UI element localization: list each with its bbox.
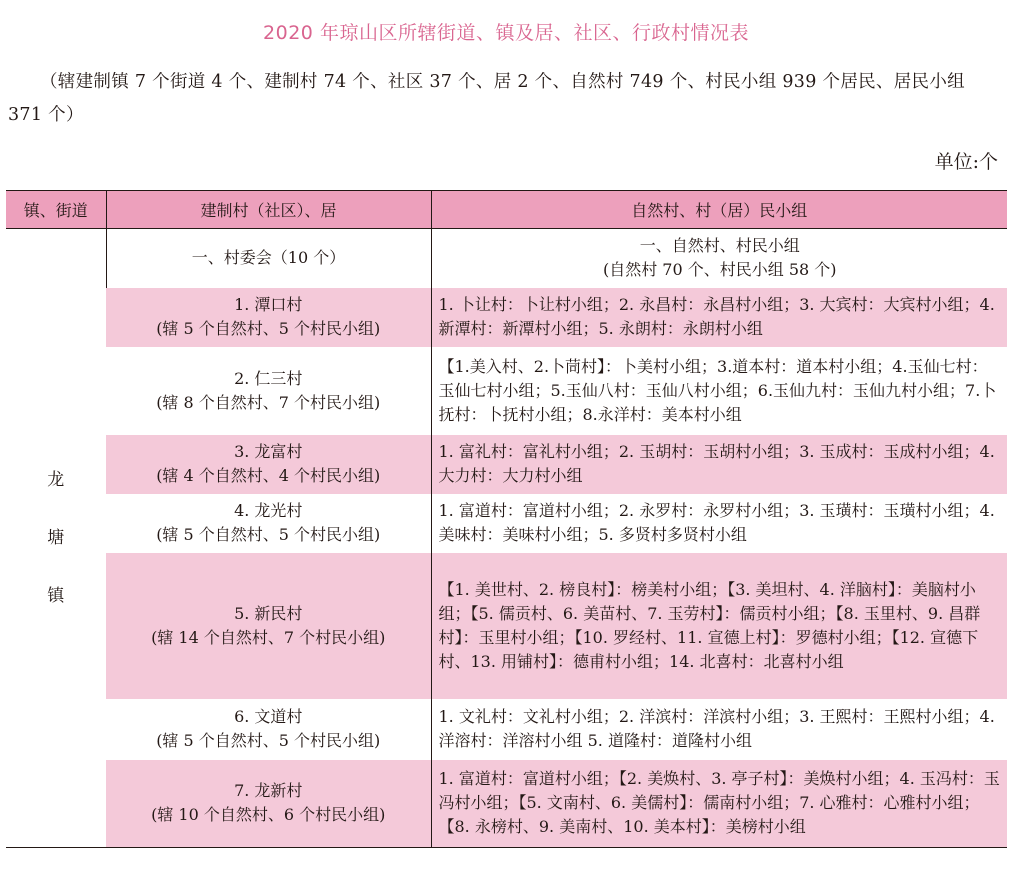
village-summary: (辖 14 个自然村、7 个村民小组) xyxy=(151,627,386,647)
village-name: 一、村委会（10 个） xyxy=(191,248,346,268)
table-header-row xyxy=(6,191,1007,229)
village-summary: (辖 4 个自然村、4 个村民小组) xyxy=(156,466,381,485)
village-detail-cell: 【1.美入村、2.卜茼村】：卜美村小组；3.道本村：道本村小组；4.玉仙七村：玉仙七村小组；5.玉仙八村：玉仙八村小组；6.玉仙九村：玉仙九村小组；7.卜抚村：卜抚村小组；8.永洋村：美本村小组 xyxy=(431,347,1007,435)
table-row xyxy=(6,288,1007,347)
village-name-cell xyxy=(106,553,431,699)
town-char: 龙 xyxy=(47,470,65,490)
village-name-cell xyxy=(106,347,431,435)
village-name-cell xyxy=(106,494,431,553)
village-detail-cell xyxy=(431,229,1007,288)
village-summary: (辖 10 个自然村、6 个村民小组) xyxy=(151,805,386,825)
table-row xyxy=(6,553,1007,699)
table-row xyxy=(6,760,1007,848)
village-detail-cell: 1. 富道村：富道村小组；【2. 美焕村、3. 亭子村】：美焕村小组；4. 玉冯村：玉冯村小组；【5. 文南村、6. 美儒村】：儒南村小组；7. 心雅村：心雅村小组；【8. 永榜村、9. 美南村、10. 美本村】：美榜村小组 xyxy=(431,760,1007,848)
section-heading: 一、自然村、村民小组 xyxy=(639,236,800,256)
village-name: 4. 龙光村 xyxy=(234,501,303,520)
village-name-cell xyxy=(106,760,431,848)
village-name: 5. 新民村 xyxy=(234,603,303,623)
village-detail-cell: 1. 卜让村：卜让村小组；2. 永昌村：永昌村小组；3. 大宾村：大宾村小组；4. 新潭村：新潭村小组；5. 永朗村：永朗村小组 xyxy=(431,288,1007,347)
section-subheading: (自然村 70 个、村民小组 58 个) xyxy=(602,260,837,280)
town-cell xyxy=(6,229,106,848)
village-detail-cell: 1. 富道村：富道村小组；2. 永罗村：永罗村小组；3. 玉璜村：玉璜村小组；4. 美味村：美味村小组；5. 多贤村多贤村小组 xyxy=(431,494,1007,553)
village-name: 1. 潭口村 xyxy=(234,295,303,314)
village-name: 3. 龙富村 xyxy=(234,442,303,461)
village-name: 2. 仁三村 xyxy=(234,368,303,388)
header-natural-village: 自然村、村（居）民小组 xyxy=(431,191,1007,229)
summary-note: （辖建制镇 7 个街道 4 个、建制村 74 个、社区 37 个、居 2 个、自然村 749 个、村民小组 939 个居民、居民小组 371 个） xyxy=(8,72,965,125)
village-detail-cell: 【1. 美世村、2. 榜良村】：榜美村小组；【3. 美坦村、4. 洋脑村】：美脑村小组；【5. 儒贡村、6. 美苗村、7. 玉劳村】：儒贡村小组；【8. 玉里村、9. 昌群村】：玉里村小组；【10. 罗经村、11. 宣德上村】：罗德村小组；【12. 宣德下村、13. 用铺村】：德甫村小组；14. 北喜村：北喜村小组 xyxy=(431,553,1007,699)
village-detail-cell: 1. 文礼村：文礼村小组；2. 洋滨村：洋滨村小组；3. 王熙村：王熙村小组；4. 洋溶村：洋溶村小组 5. 道隆村：道隆村小组 xyxy=(431,699,1007,760)
header-town: 镇、街道 xyxy=(6,191,106,229)
village-summary: (辖 5 个自然村、5 个村民小组) xyxy=(156,731,381,750)
village-name: 7. 龙新村 xyxy=(234,781,303,801)
town-char: 镇 xyxy=(47,586,65,606)
table-row xyxy=(6,494,1007,553)
table-row xyxy=(6,435,1007,494)
village-summary: (辖 5 个自然村、5 个村民小组) xyxy=(156,525,381,544)
header-admin-village: 建制村（社区）、居 xyxy=(106,191,431,229)
unit-label: 单位:个 xyxy=(934,151,998,173)
table-row xyxy=(6,229,1007,288)
village-name-cell xyxy=(106,229,431,288)
table-row xyxy=(6,699,1007,760)
village-summary: (辖 5 个自然村、5 个村民小组) xyxy=(156,319,381,338)
village-name: 6. 文道村 xyxy=(234,707,303,726)
village-summary: (辖 8 个自然村、7 个村民小组) xyxy=(156,392,381,412)
village-name-cell xyxy=(106,288,431,347)
village-name-cell xyxy=(106,699,431,760)
villages-table xyxy=(6,190,1007,848)
table-row xyxy=(6,347,1007,435)
page-title: 2020 年琼山区所辖街道、镇及居、社区、行政村情况表 xyxy=(263,22,749,44)
town-char: 塘 xyxy=(47,528,65,548)
village-name-cell xyxy=(106,435,431,494)
village-detail-cell: 1. 富礼村：富礼村小组；2. 玉胡村：玉胡村小组；3. 玉成村：玉成村小组；4. 大力村：大力村小组 xyxy=(431,435,1007,494)
